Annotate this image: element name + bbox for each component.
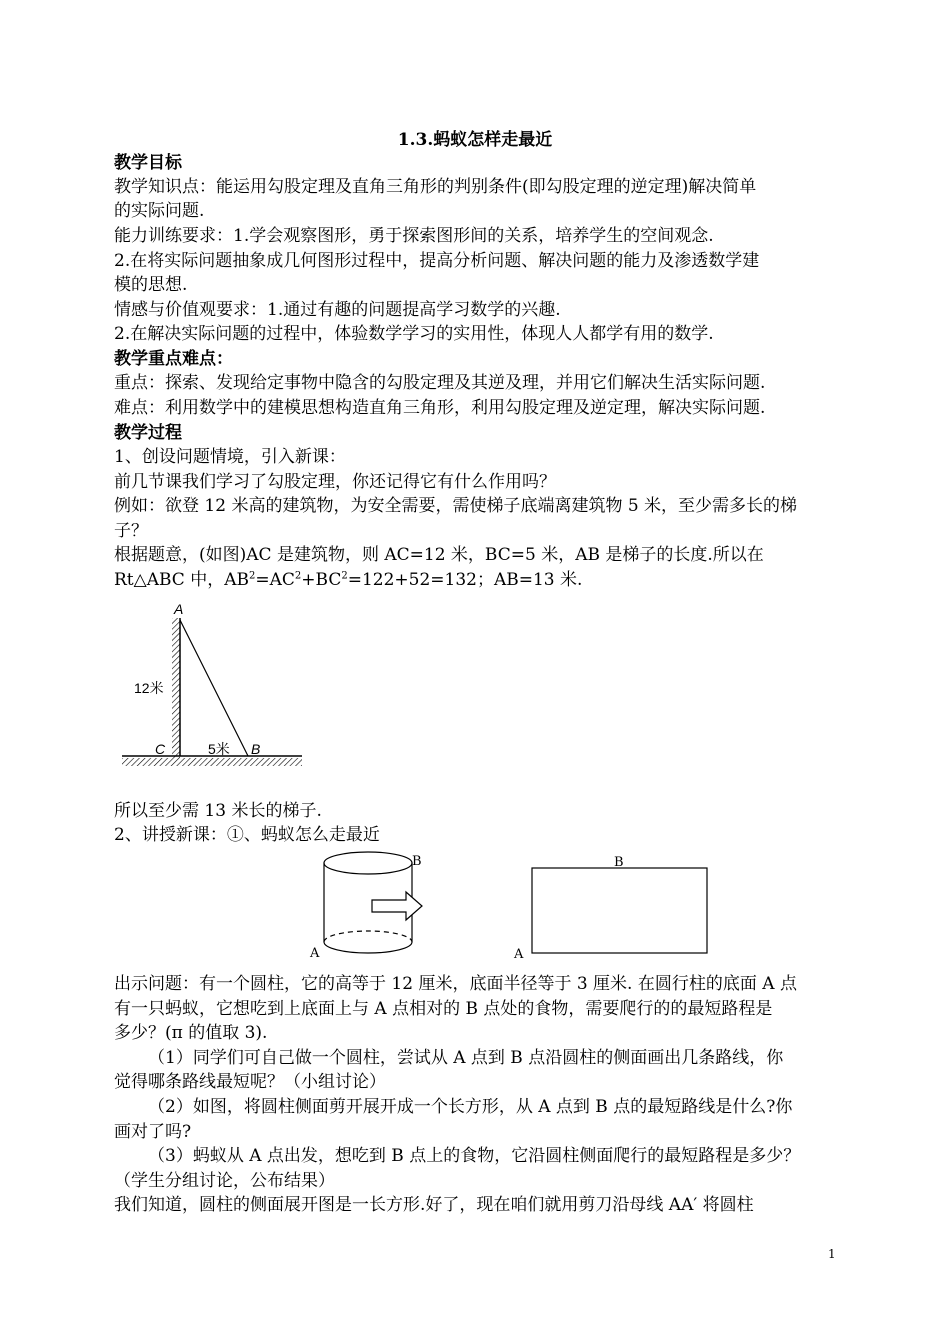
wall-hatching <box>172 618 180 758</box>
formula-text: +BC <box>301 570 342 590</box>
paragraph-line: 根据题意，(如图)AC 是建筑物，则 AC=12 米，BC=5 米，AB 是梯子的长度.所以在 <box>114 545 764 565</box>
arrow-icon <box>372 892 422 920</box>
page-title: 1.3.蚂蚁怎样走最近 <box>397 130 553 150</box>
paragraph-line: 难点：利用数学中的建模思想构造直角三角形，利用勾股定理及逆定理，解决实际问题. <box>114 398 766 418</box>
paragraph-line: （2）如图，将圆柱侧面剪开展开成一个长方形，从 A 点到 B 点的最短路线是什么?你 <box>148 1097 793 1117</box>
cylinder-bottom-front <box>324 942 412 953</box>
paragraph-line: 重点：探索、发现给定事物中隐含的勾股定理及其逆及理，并用它们解决生活实际问题. <box>114 373 766 393</box>
label-height: 12米 <box>134 680 164 696</box>
cylinder-top <box>324 852 412 874</box>
formula-text: Rt△ABC 中，AB <box>114 570 249 590</box>
label-a: A <box>310 946 320 961</box>
paragraph-line: 有一只蚂蚁，它想吃到上底面上与 A 点相对的 B 点处的食物，需要爬行的的最短路程是 <box>114 999 773 1019</box>
paragraph-line: （1）同学们可自己做一个圆柱，尝试从 A 点到 B 点沿圆柱的侧面画出几条路线，你 <box>148 1048 784 1068</box>
cylinder-bottom-back <box>324 931 412 942</box>
label-b: B <box>251 741 261 757</box>
paragraph-line: 2.在解决实际问题的过程中，体验数学学习的实用性，体现人人都学有用的数学. <box>114 324 714 344</box>
paragraph-line: 多少？(π 的值取 3). <box>114 1023 268 1043</box>
paragraph-line: 画对了吗? <box>114 1122 192 1142</box>
paragraph-line: 能力训练要求：1.学会观察图形，勇于探索图形间的关系，培养学生的空间观念. <box>114 226 714 246</box>
label-a: A <box>514 947 524 962</box>
label-b: B <box>412 854 422 869</box>
unfolded-rectangle-figure <box>510 850 720 965</box>
paragraph-line: 模的思想. <box>114 275 188 295</box>
ladder-figure <box>118 598 308 773</box>
paragraph-line: 教学知识点：能运用勾股定理及直角三角形的判别条件(即勾股定理的逆定理)解决简单 <box>114 177 757 197</box>
paragraph-line: 出示问题：有一个圆柱，它的高等于 12 厘米，底面半径等于 3 厘米. 在圆行柱的底面 A 点 <box>114 974 797 994</box>
section-heading-process: 教学过程 <box>114 423 182 443</box>
ground-hatching <box>122 758 302 766</box>
ladder-line <box>180 620 248 756</box>
superscript: 2 <box>294 570 302 582</box>
paragraph-line: （学生分组讨论，公布结果） <box>114 1171 335 1191</box>
paragraph-line: 前几节课我们学习了勾股定理，你还记得它有什么作用吗？ <box>114 472 556 492</box>
cylinder-figure <box>304 850 434 965</box>
paragraph-line: 子？ <box>114 521 148 541</box>
paragraph-line: 2、讲授新课：①、蚂蚁怎么走最近 <box>114 825 380 845</box>
label-base: 5米 <box>208 741 230 757</box>
paragraph-line: （3）蚂蚁从 A 点出发，想吃到 B 点上的食物，它沿圆柱侧面爬行的最短路程是多少？ <box>148 1146 801 1166</box>
label-c: C <box>155 741 166 757</box>
formula-line <box>114 568 582 592</box>
section-heading-key-points: 教学重点难点： <box>114 349 233 369</box>
unfolded-rectangle <box>532 868 707 953</box>
formula-text: =122+52=132；AB=13 米. <box>347 570 583 590</box>
paragraph-line: 情感与价值观要求：1.通过有趣的问题提高学习数学的兴趣. <box>114 300 561 320</box>
paragraph-line: 我们知道，圆柱的侧面展开图是一长方形.好了，现在咱们就用剪刀沿母线 AA′ 将圆柱 <box>114 1195 754 1215</box>
superscript: 2 <box>248 570 256 582</box>
formula-text: =AC <box>255 570 295 590</box>
label-a: A <box>174 601 184 617</box>
paragraph-line: 所以至少需 13 米长的梯子. <box>114 801 322 821</box>
paragraph-line: 的实际问题. <box>114 201 205 221</box>
superscript: 2 <box>341 570 348 582</box>
paragraph-line: 例如：欲登 12 米高的建筑物，为安全需要，需使梯子底端离建筑物 5 米，至少需多长的梯 <box>114 496 798 516</box>
paragraph-line: 1、创设问题情境，引入新课： <box>114 447 346 467</box>
label-b: B <box>614 855 624 870</box>
paragraph-line: 觉得哪条路线最短呢？（小组讨论） <box>114 1072 386 1092</box>
paragraph-line: 2.在将实际问题抽象成几何图形过程中，提高分析问题、解决问题的能力及渗透数学建 <box>114 251 760 271</box>
section-heading-goals: 教学目标 <box>114 153 182 173</box>
page-number: 1 <box>828 1247 836 1261</box>
